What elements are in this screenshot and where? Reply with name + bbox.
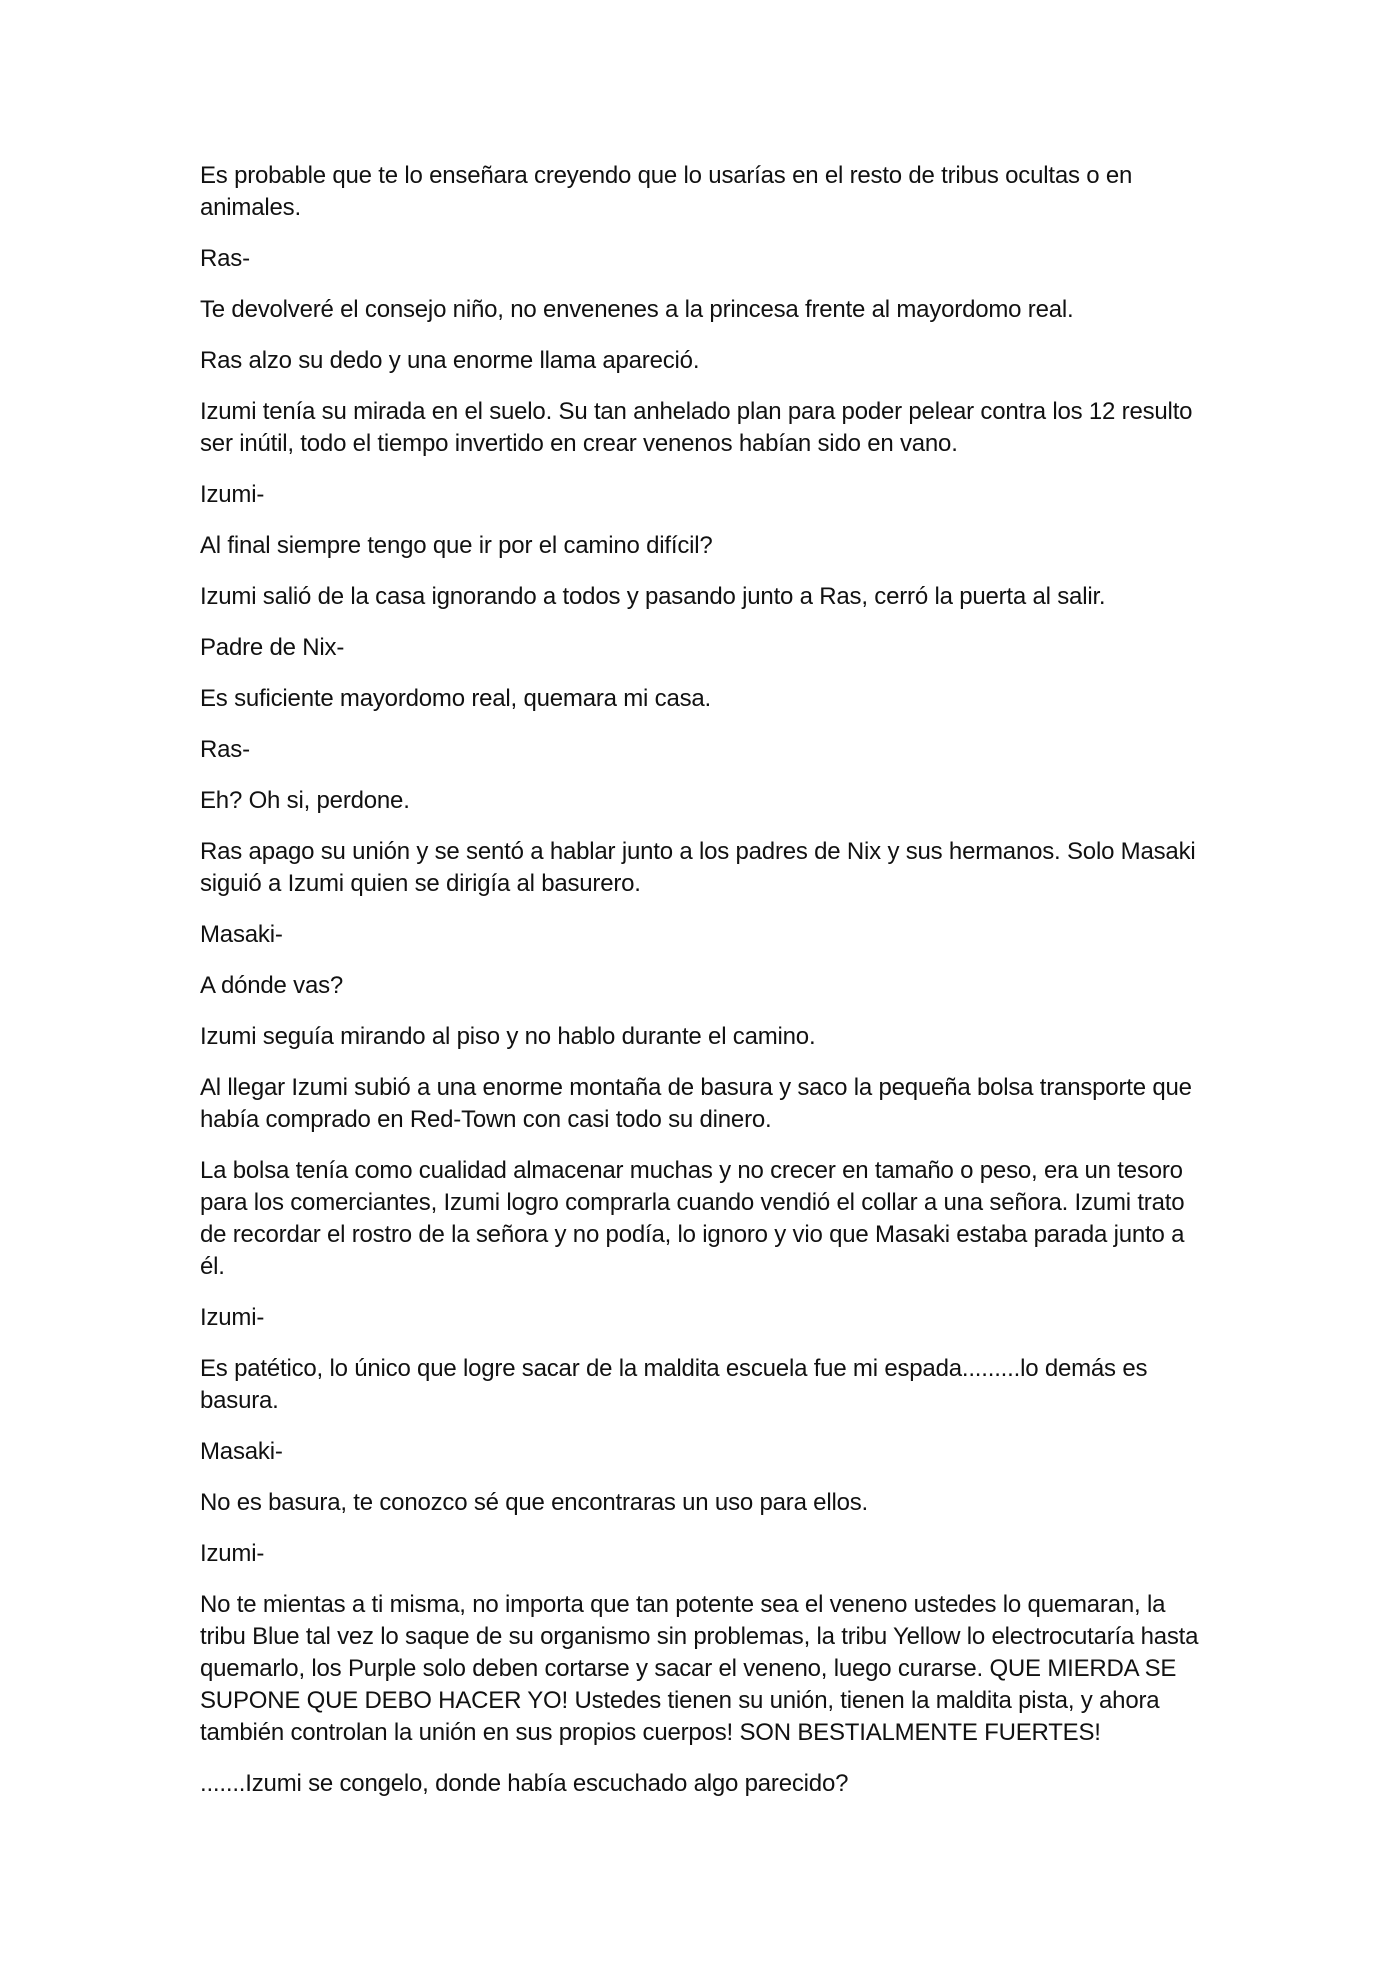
speaker-label: Izumi- (200, 1540, 265, 1567)
paragraph: La bolsa tenía como cualidad almacenar muchas y no crecer en tamaño o peso, era un tesoro para los comerciantes, Izumi logro comprarla cuando vendió el collar a una señora. Izumi trato de recordar el rostro de la señora y no podía, lo ignoro y vio que Masaki estaba parada junto a él. (200, 1157, 1185, 1280)
dialogue-line: Al final siempre tengo que ir por el camino difícil? (200, 532, 713, 559)
speaker-label: Ras- (200, 245, 250, 272)
speaker-label: Izumi- (200, 481, 265, 508)
dialogue-line: Es patético, lo único que logre sacar de la maldita escuela fue mi espada.........lo demás es basura. (200, 1355, 1148, 1414)
dialogue-line: No te mientas a ti misma, no importa que tan potente sea el veneno ustedes lo quemaran, la tribu Blue tal vez lo saque de su organismo sin problemas, la tribu Yellow lo electrocutaría hasta quemarlo, los Purple solo deben cortarse y sacar el veneno, luego curarse. QUE MIERDA SE SUPONE QUE DEBO HACER YO! Ustedes tienen su unión, tienen la maldita pista, y ahora también controlan la unión en sus propios cuerpos! SON BESTIALMENTE FUERTES! (200, 1591, 1199, 1746)
speaker-label: Masaki- (200, 1438, 283, 1465)
dialogue-line: Es suficiente mayordomo real, quemara mi casa. (200, 685, 712, 712)
dialogue-line: Eh? Oh si, perdone. (200, 787, 410, 814)
speaker-label: Masaki- (200, 921, 283, 948)
paragraph: Al llegar Izumi subió a una enorme montaña de basura y saco la pequeña bolsa transporte que había comprado en Red-Town con casi todo su dinero. (200, 1074, 1192, 1133)
dialogue-line: Te devolveré el consejo niño, no envenenes a la princesa frente al mayordomo real. (200, 296, 1074, 323)
document-body (200, 160, 1200, 1819)
dialogue-line: No es basura, te conozco sé que encontraras un uso para ellos. (200, 1489, 869, 1516)
speaker-label: Izumi- (200, 1304, 265, 1331)
speaker-label: Ras- (200, 736, 250, 763)
dialogue-line: A dónde vas? (200, 972, 344, 999)
paragraph: Es probable que te lo enseñara creyendo que lo usarías en el resto de tribus ocultas o en animales. (200, 162, 1133, 221)
paragraph: .......Izumi se congelo, donde había escuchado algo parecido? (200, 1770, 849, 1797)
paragraph: Ras alzo su dedo y una enorme llama apareció. (200, 347, 700, 374)
paragraph: Izumi tenía su mirada en el suelo. Su tan anhelado plan para poder pelear contra los 12 resulto ser inútil, todo el tiempo invertido en crear venenos habían sido en vano. (200, 398, 1193, 457)
speaker-label: Padre de Nix- (200, 634, 345, 661)
paragraph: Izumi salió de la casa ignorando a todos y pasando junto a Ras, cerró la puerta al salir. (200, 583, 1106, 610)
paragraph: Ras apago su unión y se sentó a hablar junto a los padres de Nix y sus hermanos. Solo Masaki siguió a Izumi quien se dirigía al basurero. (200, 838, 1196, 897)
paragraph: Izumi seguía mirando al piso y no hablo durante el camino. (200, 1023, 816, 1050)
